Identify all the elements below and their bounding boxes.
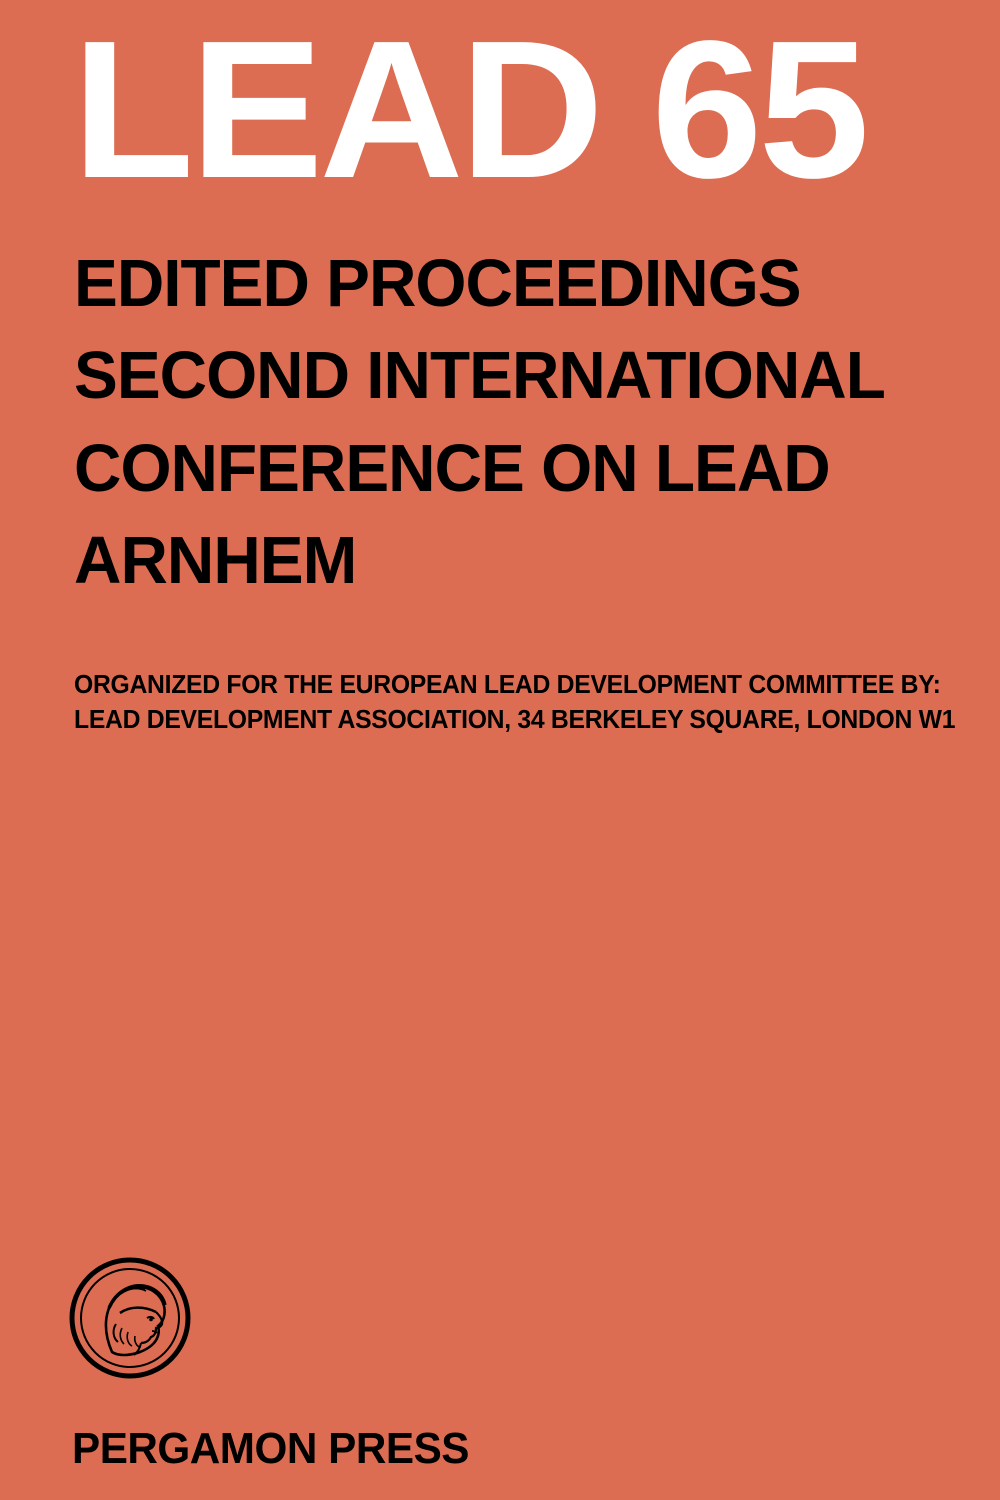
pergamon-athena-coin-logo-icon [68,1256,192,1380]
cover-credits-block [74,668,974,738]
cover-subtitle-line: CONFERENCE ON LEAD [74,430,830,506]
cover-subtitle-line: EDITED PROCEEDINGS [74,246,801,321]
cover-credits-line: ORGANIZED FOR THE EUROPEAN LEAD DEVELOPMENT COMMITTEE BY: [74,671,941,699]
publisher-name: PERGAMON PRESS [72,1424,469,1473]
cover-title: LEAD 65 [72,0,866,219]
cover-subtitle-line: ARNHEM [74,523,357,599]
cover-credits-line: LEAD DEVELOPMENT ASSOCIATION, 34 BERKELEY SQUARE, LONDON W1 [74,706,956,735]
cover-subtitle-block [74,238,984,608]
cover-subtitle-line: SECOND INTERNATIONAL [74,338,885,414]
